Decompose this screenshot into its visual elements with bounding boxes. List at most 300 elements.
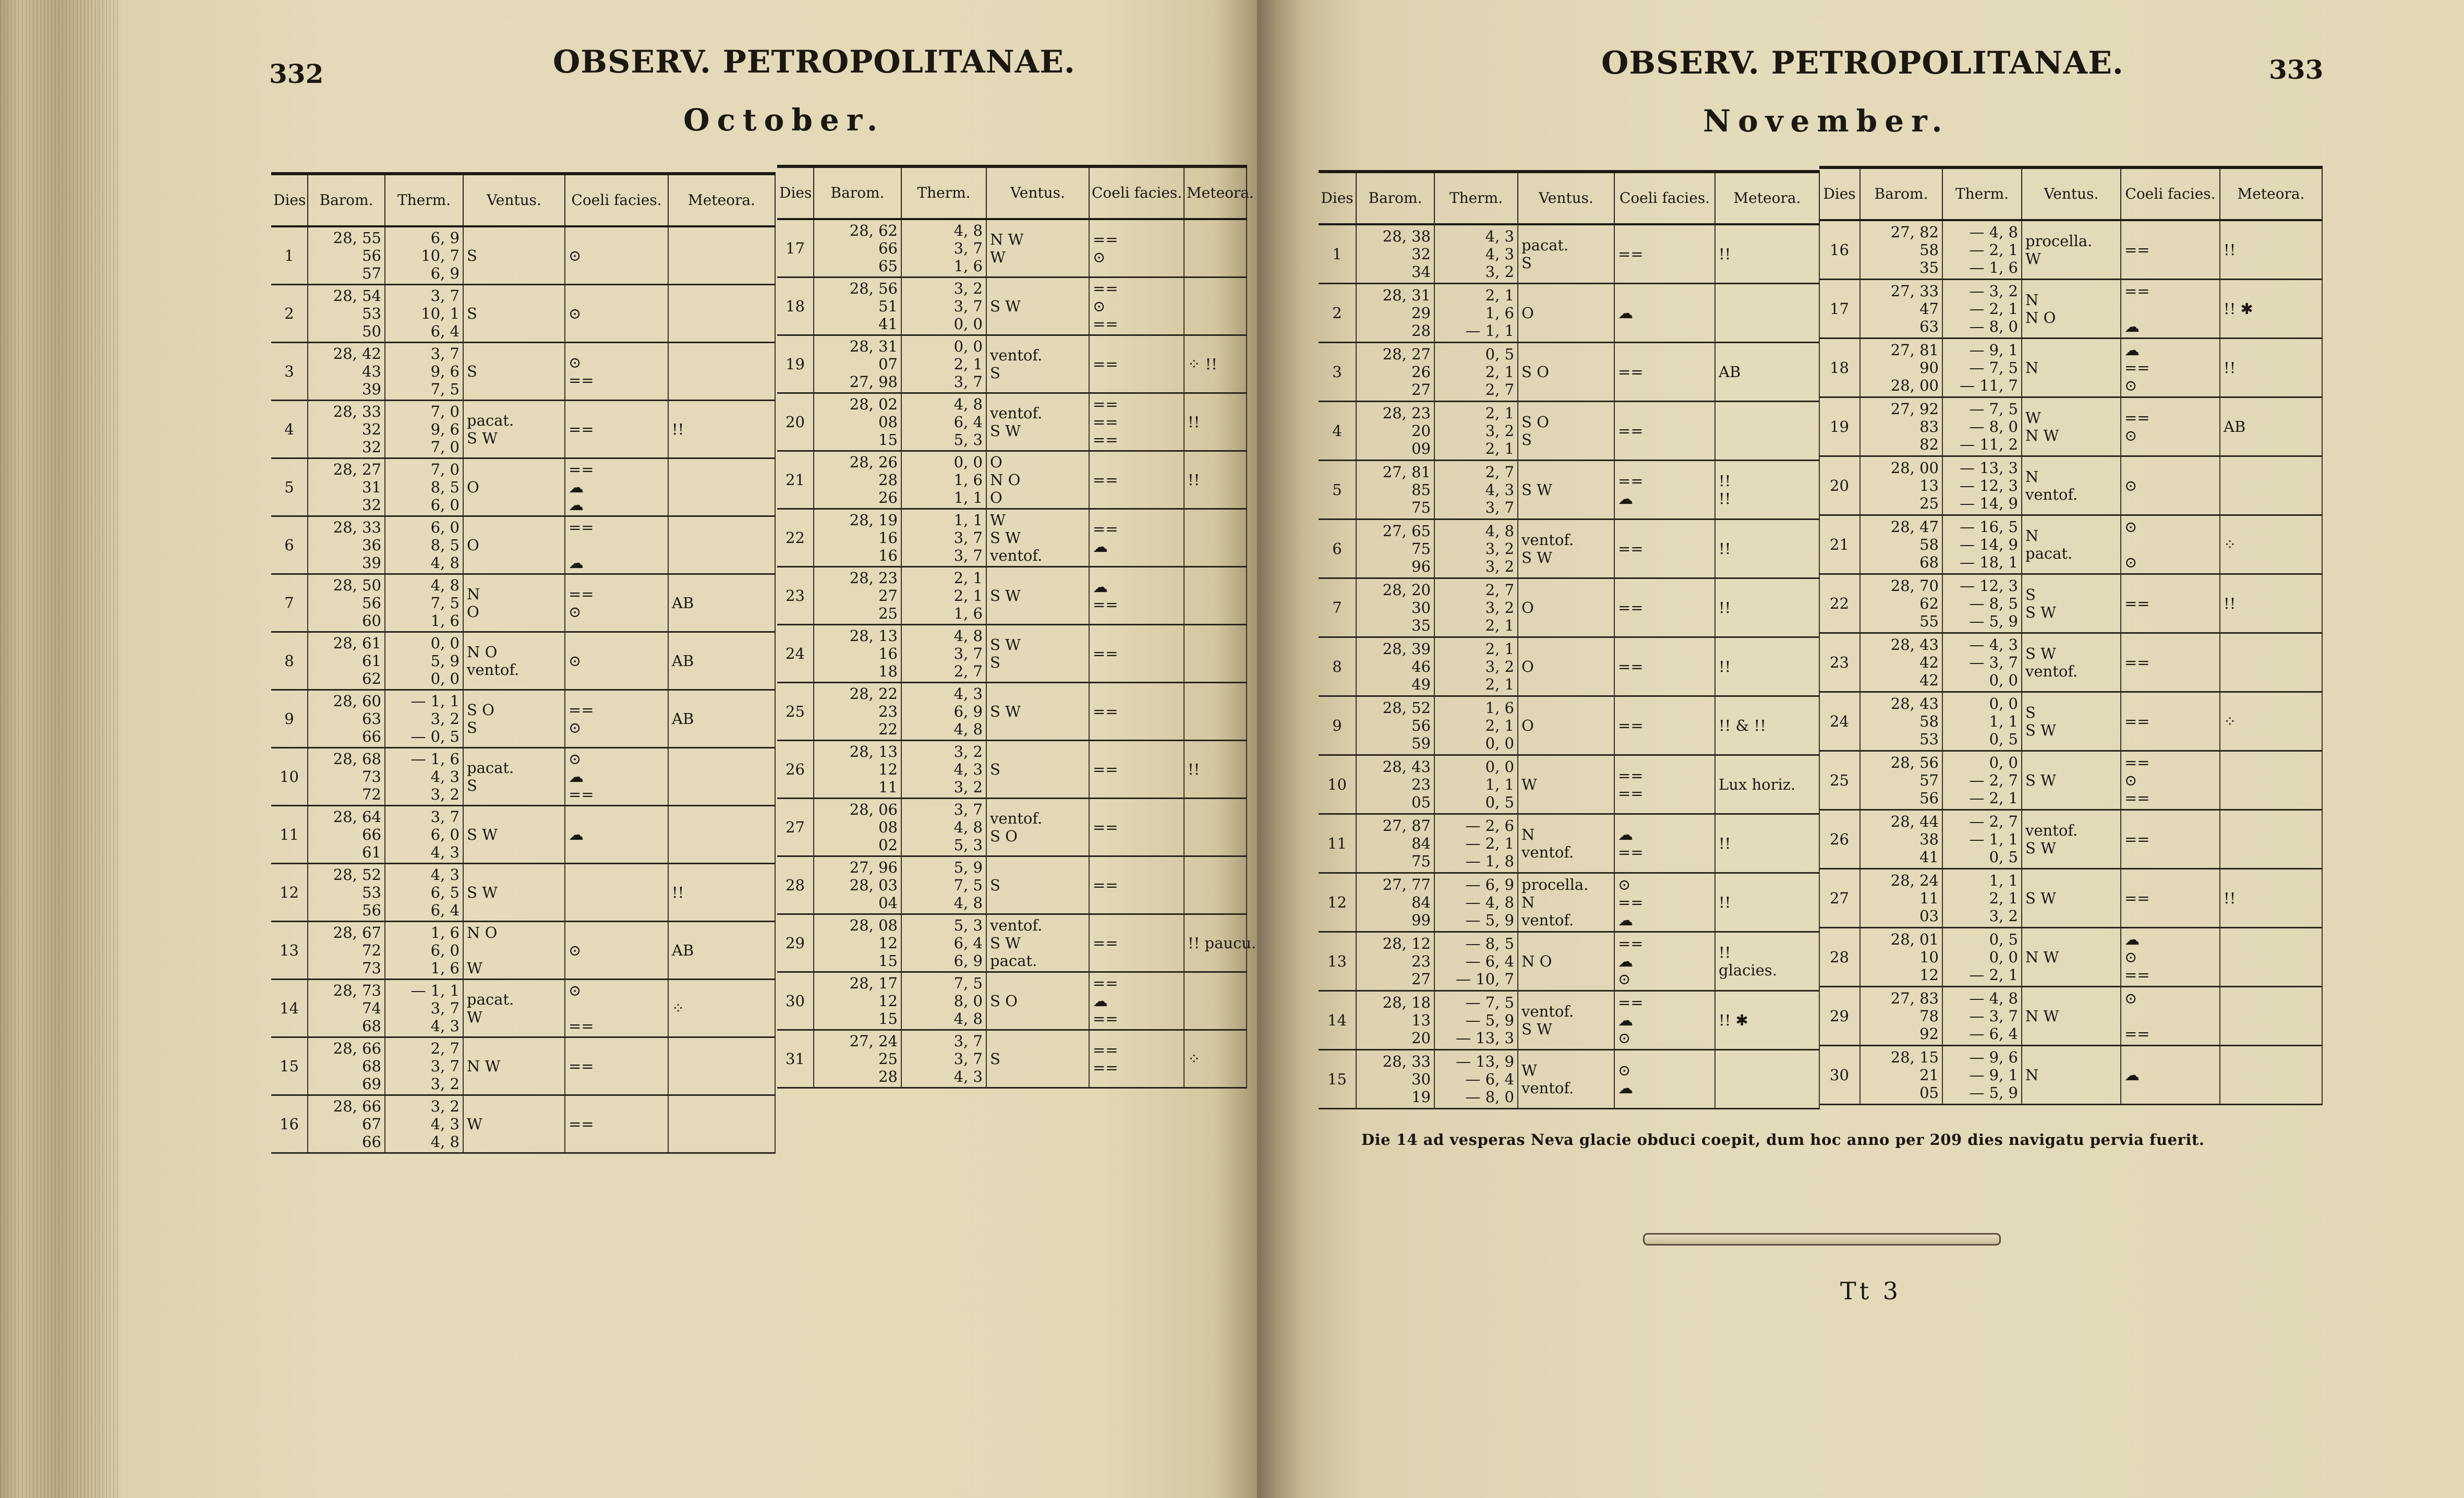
cell-coeli <box>565 863 668 921</box>
cell-barom: 28, 43 23 05 <box>1356 755 1434 814</box>
cell-barom: 28, 13 12 11 <box>814 740 901 798</box>
page-number-left: 332 <box>269 58 324 89</box>
cell-therm: — 6, 9 — 4, 8 — 5, 9 <box>1434 873 1518 932</box>
cell-meteora: !! ✱ <box>1715 990 1819 1049</box>
cell-dies: 14 <box>1319 990 1356 1049</box>
cell-ventus: N W <box>2022 927 2121 986</box>
cell-therm: 4, 8 6, 4 5, 3 <box>901 393 986 451</box>
cell-coeli: == ⊙ <box>2121 397 2220 456</box>
table-row <box>1819 338 2322 397</box>
cell-meteora: !! <box>1184 451 1247 509</box>
cell-coeli: == <box>2121 810 2220 868</box>
cell-therm: — 13, 3 — 12, 3 — 14, 9 <box>1942 456 2022 515</box>
cell-meteora <box>668 1037 775 1095</box>
cell-coeli: == <box>1614 637 1715 696</box>
cell-meteora <box>2220 810 2322 868</box>
cell-meteora: !! <box>1715 224 1819 283</box>
cell-barom: 28, 23 20 09 <box>1356 401 1434 460</box>
cell-ventus: N ventof. <box>1518 814 1614 873</box>
cell-meteora: !! <box>1184 740 1247 798</box>
cell-coeli: == <box>2121 868 2220 927</box>
cell-dies: 14 <box>271 979 308 1037</box>
cell-ventus: ventof. S W <box>2022 810 2121 868</box>
cell-dies: 1 <box>271 226 308 284</box>
cell-meteora: !! <box>1715 637 1819 696</box>
cell-coeli: ☁ <box>1614 283 1715 342</box>
cell-dies: 18 <box>1819 338 1860 397</box>
cell-dies: 2 <box>271 284 308 342</box>
cell-therm: 4, 3 4, 3 3, 2 <box>1434 224 1518 283</box>
cell-meteora <box>1184 277 1247 335</box>
cell-dies: 28 <box>777 856 814 914</box>
cell-barom: 28, 68 73 72 <box>308 747 385 805</box>
cell-meteora: !! <box>668 400 775 458</box>
cell-ventus: S <box>986 740 1089 798</box>
cell-dies: 28 <box>1819 927 1860 986</box>
cell-dies: 24 <box>777 624 814 682</box>
col-meteora: Meteora. <box>2220 167 2322 220</box>
table-row <box>1819 279 2322 338</box>
cell-meteora <box>668 458 775 516</box>
cell-dies: 10 <box>271 747 308 805</box>
cell-meteora: !! <box>1715 519 1819 578</box>
table-row <box>1819 810 2322 868</box>
cell-dies: 3 <box>271 342 308 400</box>
cell-barom: 28, 55 56 57 <box>308 226 385 284</box>
cell-therm: 6, 9 10, 7 6, 9 <box>385 226 463 284</box>
cell-dies: 20 <box>777 393 814 451</box>
cell-dies: 6 <box>1319 519 1356 578</box>
cell-therm: 0, 0 1, 1 0, 5 <box>1942 692 2022 751</box>
table-row <box>1819 397 2322 456</box>
cell-barom: 28, 00 13 25 <box>1860 456 1942 515</box>
cell-meteora <box>2220 633 2322 692</box>
cell-coeli: == <box>1614 578 1715 637</box>
cell-therm: — 4, 8 — 3, 7 — 6, 4 <box>1942 986 2022 1045</box>
table-row <box>271 516 775 574</box>
cell-ventus: N N O <box>2022 279 2121 338</box>
cell-coeli: == <box>1089 856 1184 914</box>
cell-coeli: ⊙ == <box>2121 986 2220 1045</box>
cell-dies: 2 <box>1319 283 1356 342</box>
cell-ventus: N W <box>463 1037 565 1095</box>
cell-meteora <box>1184 798 1247 856</box>
cell-ventus: N O W <box>463 921 565 979</box>
cell-dies: 25 <box>777 682 814 740</box>
cell-dies: 31 <box>777 1030 814 1088</box>
cell-therm: 4, 8 3, 2 3, 2 <box>1434 519 1518 578</box>
cell-meteora: AB <box>2220 397 2322 456</box>
cell-coeli: == <box>2121 692 2220 751</box>
cell-ventus: W <box>1518 755 1614 814</box>
cell-coeli: == <box>1614 342 1715 401</box>
table-row <box>777 335 1247 393</box>
cell-meteora <box>2220 456 2322 515</box>
table-row <box>1819 692 2322 751</box>
table-row <box>271 863 775 921</box>
cell-coeli: ⊙ ☁ <box>1614 1049 1715 1108</box>
cell-coeli: == ☁ ☁ <box>565 458 668 516</box>
cell-ventus: ventof. S W <box>986 393 1089 451</box>
cell-ventus: ventof. S W pacat. <box>986 914 1089 972</box>
cell-therm: 0, 0 5, 9 0, 0 <box>385 632 463 690</box>
table-row <box>777 1030 1247 1088</box>
table-row <box>777 277 1247 335</box>
cell-meteora <box>1184 682 1247 740</box>
cell-coeli: == == <box>1089 1030 1184 1088</box>
col-coeli: Coeli facies. <box>2121 167 2220 220</box>
cell-therm: — 7, 5 — 5, 9 — 13, 3 <box>1434 990 1518 1049</box>
cell-coeli: == <box>1089 682 1184 740</box>
cell-therm: — 7, 5 — 8, 0 — 11, 2 <box>1942 397 2022 456</box>
cell-meteora: !! <box>1184 393 1247 451</box>
col-meteora: Meteora. <box>1184 166 1247 219</box>
cell-therm: 2, 1 3, 2 2, 1 <box>1434 401 1518 460</box>
cell-therm: 3, 2 4, 3 3, 2 <box>901 740 986 798</box>
cell-coeli: ⊙ ⊙ <box>2121 515 2220 574</box>
cell-therm: 1, 1 2, 1 3, 2 <box>1942 868 2022 927</box>
cell-barom: 28, 31 07 27, 98 <box>814 335 901 393</box>
cell-coeli: ⊙ <box>565 632 668 690</box>
cell-therm: 0, 5 2, 1 2, 7 <box>1434 342 1518 401</box>
cell-barom: 28, 06 08 02 <box>814 798 901 856</box>
cell-ventus: N pacat. <box>2022 515 2121 574</box>
cell-therm: 1, 6 6, 0 1, 6 <box>385 921 463 979</box>
cell-dies: 15 <box>271 1037 308 1095</box>
cell-barom: 28, 24 11 03 <box>1860 868 1942 927</box>
cell-barom: 28, 18 13 20 <box>1356 990 1434 1049</box>
running-header-left: OBSERV. PETROPOLITANAE. <box>553 44 1076 80</box>
col-barom: Barom. <box>1860 167 1942 220</box>
cell-coeli: == <box>1614 224 1715 283</box>
cell-therm: 3, 7 9, 6 7, 5 <box>385 342 463 400</box>
cell-therm: 7, 0 8, 5 6, 0 <box>385 458 463 516</box>
cell-therm: 3, 7 3, 7 4, 3 <box>901 1030 986 1088</box>
cell-therm: — 4, 8 — 2, 1 — 1, 6 <box>1942 220 2022 279</box>
cell-meteora <box>668 516 775 574</box>
november-table-first-half <box>1319 170 1820 1109</box>
cell-coeli: == <box>1089 798 1184 856</box>
cell-barom: 28, 56 57 56 <box>1860 751 1942 810</box>
cell-dies: 19 <box>777 335 814 393</box>
cell-meteora <box>1184 219 1247 277</box>
cell-meteora: !! <box>2220 220 2322 279</box>
cell-ventus: S W <box>1518 460 1614 519</box>
cell-therm: 0, 0 — 2, 7 — 2, 1 <box>1942 751 2022 810</box>
cell-dies: 12 <box>271 863 308 921</box>
cell-ventus: S <box>986 1030 1089 1088</box>
cell-dies: 15 <box>1319 1049 1356 1108</box>
cell-ventus: N W W <box>986 219 1089 277</box>
table-row <box>777 219 1247 277</box>
cell-therm: — 8, 5 — 6, 4 — 10, 7 <box>1434 932 1518 990</box>
cell-meteora: AB <box>668 690 775 747</box>
cell-meteora <box>668 342 775 400</box>
cell-ventus: N O <box>463 574 565 632</box>
cell-barom: 28, 47 58 68 <box>1860 515 1942 574</box>
cell-therm: 2, 1 1, 6 — 1, 1 <box>1434 283 1518 342</box>
table-row <box>1819 456 2322 515</box>
cell-dies: 17 <box>777 219 814 277</box>
cell-meteora: AB <box>668 921 775 979</box>
cell-ventus: pacat. S W <box>463 400 565 458</box>
cell-barom: 27, 33 47 63 <box>1860 279 1942 338</box>
cell-dies: 23 <box>1819 633 1860 692</box>
cell-ventus: S W ventof. <box>2022 633 2121 692</box>
cell-therm: — 1, 1 3, 7 4, 3 <box>385 979 463 1037</box>
month-title-november: November. <box>1703 103 1950 139</box>
cell-meteora <box>1715 283 1819 342</box>
cell-barom: 28, 61 61 62 <box>308 632 385 690</box>
running-header-right: OBSERV. PETROPOLITANAE. <box>1601 45 2124 81</box>
cell-barom: 28, 52 56 59 <box>1356 696 1434 755</box>
cell-ventus: W N W <box>2022 397 2121 456</box>
right-page <box>1257 0 2464 1498</box>
cell-barom: 28, 52 53 56 <box>308 863 385 921</box>
col-dies: Dies <box>1319 172 1356 224</box>
cell-barom: 28, 27 26 27 <box>1356 342 1434 401</box>
table-row <box>1319 283 1819 342</box>
cell-dies: 21 <box>1819 515 1860 574</box>
cell-ventus: O <box>1518 696 1614 755</box>
cell-meteora <box>2220 986 2322 1045</box>
cell-ventus: ventof. S W <box>1518 990 1614 1049</box>
table-row <box>777 509 1247 566</box>
cell-coeli: == <box>1089 740 1184 798</box>
cell-dies: 16 <box>1819 220 1860 279</box>
cell-meteora: !! <box>2220 338 2322 397</box>
cell-dies: 11 <box>1319 814 1356 873</box>
cell-dies: 12 <box>1319 873 1356 932</box>
table-row <box>1819 868 2322 927</box>
cell-coeli: == ⊙ <box>1089 219 1184 277</box>
page-number-right: 333 <box>2269 54 2324 85</box>
cell-coeli: == ☁ <box>2121 279 2220 338</box>
table-row <box>271 1095 775 1153</box>
cell-barom: 28, 31 29 28 <box>1356 283 1434 342</box>
col-dies: Dies <box>777 166 814 219</box>
cell-barom: 28, 13 16 18 <box>814 624 901 682</box>
table-row <box>271 632 775 690</box>
table-row <box>1819 220 2322 279</box>
table-row <box>777 393 1247 451</box>
cell-meteora: ⁘ <box>2220 515 2322 574</box>
table-row <box>777 972 1247 1030</box>
table-row <box>271 226 775 284</box>
cell-coeli: == ☁ ⊙ <box>1614 932 1715 990</box>
cell-therm: — 9, 6 — 9, 1 — 5, 9 <box>1942 1045 2022 1104</box>
decorative-ornament <box>1643 1233 2001 1246</box>
cell-barom: 28, 70 62 55 <box>1860 574 1942 633</box>
cell-meteora <box>2220 1045 2322 1104</box>
cell-ventus: S <box>463 226 565 284</box>
cell-barom: 28, 02 08 15 <box>814 393 901 451</box>
cell-ventus: S W S <box>986 624 1089 682</box>
cell-meteora: !! <box>2220 868 2322 927</box>
cell-therm: — 2, 6 — 2, 1 — 1, 8 <box>1434 814 1518 873</box>
table-row <box>271 979 775 1037</box>
cell-meteora <box>668 747 775 805</box>
cell-coeli: == ⊙ == <box>2121 751 2220 810</box>
cell-dies: 30 <box>1819 1045 1860 1104</box>
cell-ventus: O <box>463 516 565 574</box>
cell-coeli: == <box>1089 914 1184 972</box>
cell-ventus: procella. W <box>2022 220 2121 279</box>
page-edges <box>0 0 120 1498</box>
cell-ventus: S S W <box>2022 692 2121 751</box>
table-row <box>777 682 1247 740</box>
table-row <box>271 805 775 863</box>
cell-coeli: ⊙ <box>565 921 668 979</box>
cell-coeli: ⊙ <box>2121 456 2220 515</box>
cell-dies: 13 <box>271 921 308 979</box>
cell-ventus: N W <box>2022 986 2121 1045</box>
cell-dies: 20 <box>1819 456 1860 515</box>
cell-meteora <box>1184 972 1247 1030</box>
cell-therm: 2, 7 4, 3 3, 7 <box>1434 460 1518 519</box>
cell-ventus: O N O O <box>986 451 1089 509</box>
cell-coeli: == ⊙ <box>565 690 668 747</box>
cell-coeli: ☁ == <box>1614 814 1715 873</box>
cell-coeli: ☁ == ⊙ <box>2121 338 2220 397</box>
cell-ventus: S <box>986 856 1089 914</box>
cell-barom: 28, 54 53 50 <box>308 284 385 342</box>
cell-dies: 9 <box>271 690 308 747</box>
cell-dies: 17 <box>1819 279 1860 338</box>
cell-barom: 27, 65 75 96 <box>1356 519 1434 578</box>
col-dies: Dies <box>1819 167 1860 220</box>
cell-dies: 9 <box>1319 696 1356 755</box>
cell-dies: 5 <box>271 458 308 516</box>
col-coeli: Coeli facies. <box>1614 172 1715 224</box>
cell-coeli: == <box>1089 624 1184 682</box>
col-meteora: Meteora. <box>668 174 775 226</box>
cell-dies: 8 <box>271 632 308 690</box>
cell-coeli: == ☁ == <box>1089 972 1184 1030</box>
table-row <box>777 451 1247 509</box>
table-row <box>1319 990 1819 1049</box>
cell-meteora: ⁘ <box>2220 692 2322 751</box>
cell-barom: 28, 67 72 73 <box>308 921 385 979</box>
col-meteora: Meteora. <box>1715 172 1819 224</box>
cell-barom: 28, 50 56 60 <box>308 574 385 632</box>
cell-ventus: ventof. S O <box>986 798 1089 856</box>
cell-therm: — 12, 3 — 8, 5 — 5, 9 <box>1942 574 2022 633</box>
cell-ventus: pacat. S <box>1518 224 1614 283</box>
cell-meteora: Lux horiz. <box>1715 755 1819 814</box>
cell-coeli: == <box>565 400 668 458</box>
cell-therm: 4, 8 3, 7 1, 6 <box>901 219 986 277</box>
cell-meteora <box>2220 927 2322 986</box>
cell-dies: 29 <box>777 914 814 972</box>
cell-dies: 4 <box>1319 401 1356 460</box>
cell-meteora <box>1184 624 1247 682</box>
cell-ventus: procella. N ventof. <box>1518 873 1614 932</box>
cell-therm: 7, 5 8, 0 4, 8 <box>901 972 986 1030</box>
table-row <box>1319 637 1819 696</box>
col-therm: Therm. <box>385 174 463 226</box>
cell-barom: 27, 81 90 28, 00 <box>1860 338 1942 397</box>
cell-therm: 7, 0 9, 6 7, 0 <box>385 400 463 458</box>
col-barom: Barom. <box>1356 172 1434 224</box>
cell-barom: 27, 77 84 99 <box>1356 873 1434 932</box>
cell-barom: 28, 15 21 05 <box>1860 1045 1942 1104</box>
cell-barom: 27, 83 78 92 <box>1860 986 1942 1045</box>
cell-meteora <box>1184 566 1247 624</box>
signature-mark: Tt 3 <box>1840 1277 1902 1305</box>
cell-coeli: == ☁ <box>1614 460 1715 519</box>
cell-barom: 28, 66 68 69 <box>308 1037 385 1095</box>
table-row <box>1319 460 1819 519</box>
cell-barom: 28, 44 38 41 <box>1860 810 1942 868</box>
cell-ventus: N <box>2022 338 2121 397</box>
cell-therm: 4, 3 6, 9 4, 8 <box>901 682 986 740</box>
table-row <box>271 690 775 747</box>
table-row <box>271 284 775 342</box>
cell-therm: 4, 3 6, 5 6, 4 <box>385 863 463 921</box>
cell-coeli: == <box>1614 519 1715 578</box>
cell-meteora: !! <box>1715 873 1819 932</box>
cell-meteora <box>1715 1049 1819 1108</box>
october-table-second-half <box>777 165 1257 1089</box>
cell-ventus: S <box>463 284 565 342</box>
cell-coeli: ⊙ <box>565 284 668 342</box>
table-row <box>777 914 1247 972</box>
cell-coeli: ⊙ == ☁ <box>1614 873 1715 932</box>
table-row <box>1319 401 1819 460</box>
cell-coeli: ⊙ == <box>565 342 668 400</box>
cell-barom: 28, 01 10 12 <box>1860 927 1942 986</box>
table-row <box>1819 633 2322 692</box>
cell-ventus: S O <box>1518 342 1614 401</box>
table-row <box>1819 515 2322 574</box>
cell-therm: 0, 0 1, 1 0, 5 <box>1434 755 1518 814</box>
cell-therm: 5, 9 7, 5 4, 8 <box>901 856 986 914</box>
table-row <box>777 740 1247 798</box>
cell-therm: 0, 0 2, 1 3, 7 <box>901 335 986 393</box>
table-row <box>1819 751 2322 810</box>
cell-dies: 22 <box>777 509 814 566</box>
cell-dies: 7 <box>271 574 308 632</box>
cell-barom: 28, 19 16 16 <box>814 509 901 566</box>
table-row <box>777 798 1247 856</box>
cell-dies: 10 <box>1319 755 1356 814</box>
table-row <box>1819 574 2322 633</box>
cell-coeli: == <box>565 1037 668 1095</box>
col-barom: Barom. <box>308 174 385 226</box>
cell-barom: 28, 43 58 53 <box>1860 692 1942 751</box>
cell-coeli: ☁ ⊙ == <box>2121 927 2220 986</box>
cell-dies: 6 <box>271 516 308 574</box>
table-row <box>271 747 775 805</box>
cell-barom: 28, 33 30 19 <box>1356 1049 1434 1108</box>
cell-meteora <box>1715 401 1819 460</box>
cell-dies: 19 <box>1819 397 1860 456</box>
cell-barom: 28, 42 43 39 <box>308 342 385 400</box>
cell-therm: 2, 1 3, 2 2, 1 <box>1434 637 1518 696</box>
cell-meteora: ⁘ <box>1184 1030 1247 1088</box>
cell-therm: 0, 5 0, 0 — 2, 1 <box>1942 927 2022 986</box>
table-row <box>1319 755 1819 814</box>
table-row <box>777 856 1247 914</box>
cell-coeli: == <box>2121 633 2220 692</box>
col-ventus: Ventus. <box>2022 167 2121 220</box>
table-row <box>1319 696 1819 755</box>
cell-dies: 21 <box>777 451 814 509</box>
cell-dies: 24 <box>1819 692 1860 751</box>
month-title-october: October. <box>683 102 885 138</box>
cell-meteora: ⁘ <box>668 979 775 1037</box>
